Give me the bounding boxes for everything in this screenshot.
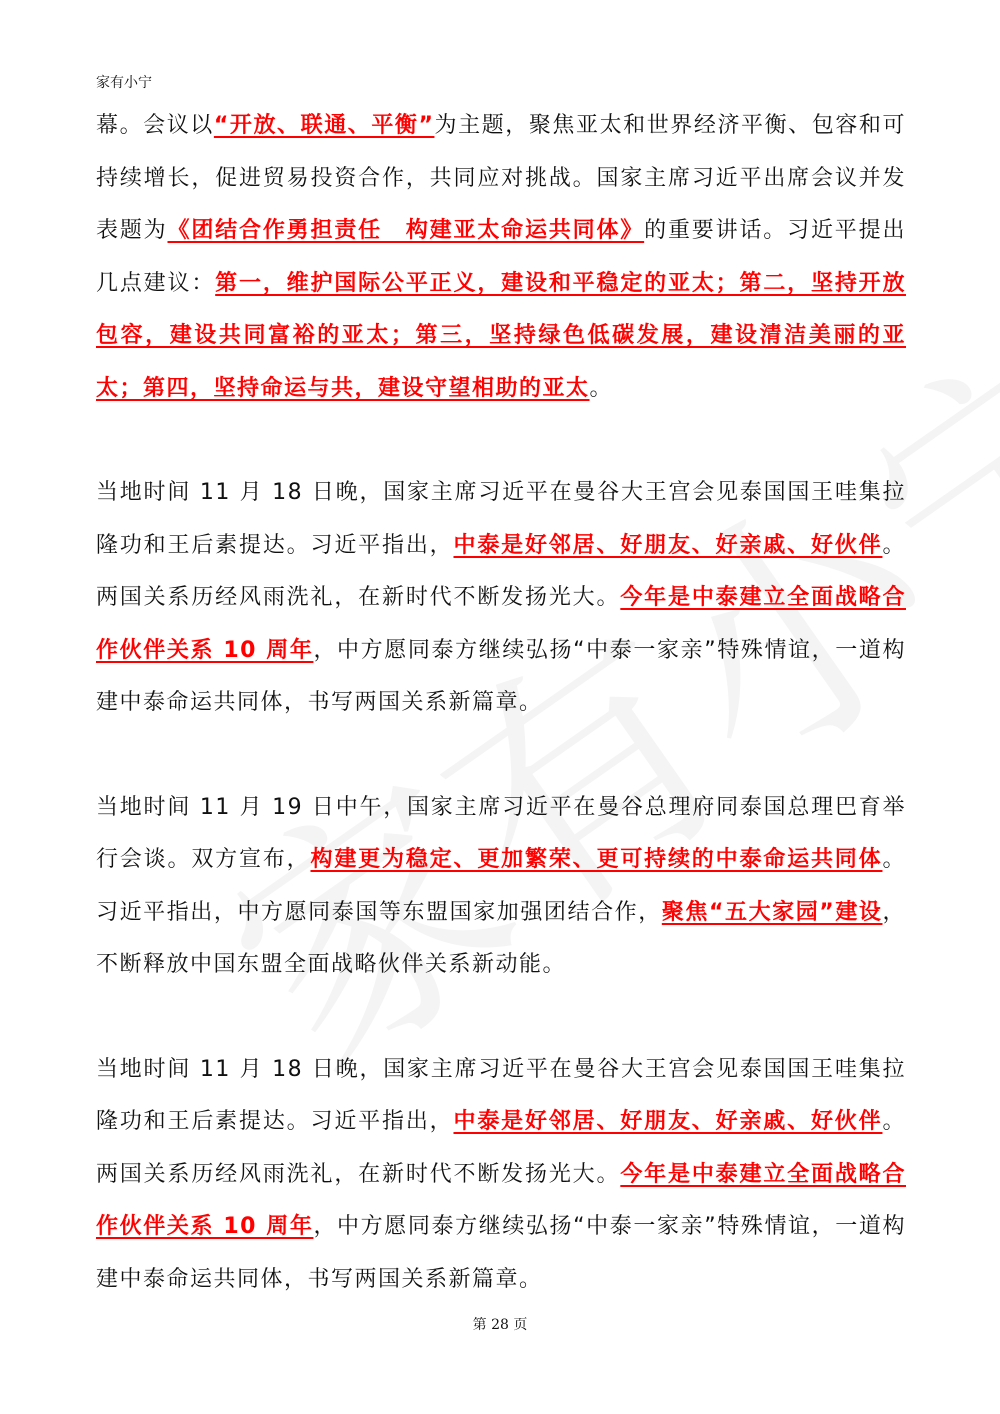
highlighted-text: 《团结合作勇担责任 构建亚太命运共同体》	[167, 218, 645, 243]
highlighted-text: 今年是中泰建立全面战略合作伙伴关系 10 周年	[96, 585, 906, 663]
body-text: 。两国关系历经风雨洗礼，在新时代不断发扬光大。	[96, 1109, 906, 1187]
document-body	[96, 100, 906, 1306]
body-text: 的重要讲话。习近平提出几点建议：	[96, 218, 906, 296]
highlighted-text: 第一，维护国际公平正义，建设和平稳定的亚太；第二，坚持开放包容，建设共同富裕的亚太；第三，坚持绿色低碳发展，建设清洁美丽的亚太；第四，坚持命运与共，建设守望相助的亚太	[96, 270, 906, 401]
paragraph-4	[96, 1044, 906, 1307]
highlighted-text: 聚焦“五大家园”建设	[661, 899, 883, 925]
paragraph-3	[96, 782, 906, 992]
body-text: 。两国关系历经风雨洗礼，在新时代不断发扬光大。	[96, 532, 906, 610]
body-text: 当地时间 11 月 19 日中午，国家主席习近平在曼谷总理府同泰国总理巴育举行会谈。双方宣布，	[96, 794, 906, 872]
highlighted-text: 构建更为稳定、更加繁荣、更可持续的中泰命运共同体	[310, 847, 883, 872]
body-text: 当地时间 11 月 18 日晚，国家主席习近平在曼谷大王宫会见泰国国王哇集拉隆功和王后素提达。习近平指出，	[96, 480, 906, 558]
highlighted-text: “开放、联通、平衡”	[213, 113, 435, 138]
highlighted-text: 中泰是好邻居、好朋友、好亲戚、好伙伴	[453, 532, 883, 558]
body-text: 。	[589, 375, 614, 401]
page-number: 第 28 页	[472, 1317, 528, 1333]
body-text: 为主题，聚焦亚太和世界经济平衡、包容和可持续增长，促进贸易投资合作，共同应对挑战。国家主席习近平出席会议并发表题为	[96, 113, 906, 243]
highlighted-text: 今年是中泰建立全面战略合作伙伴关系 10 周年	[96, 1161, 906, 1239]
body-text: 幕。会议以	[96, 113, 214, 138]
page-header: 家有小宁	[96, 75, 152, 91]
paragraph-2	[96, 467, 906, 730]
body-text: 。习近平指出，中方愿同泰国等东盟国家加强团结合作，	[96, 847, 906, 925]
body-text: ，不断释放中国东盟全面战略伙伴关系新动能。	[96, 899, 906, 977]
body-text: ，中方愿同泰方继续弘扬“中泰一家亲”特殊情谊，一道构建中泰命运共同体，书写两国关系新篇章。	[96, 1214, 907, 1292]
body-text: 当地时间 11 月 18 日晚，国家主席习近平在曼谷大王宫会见泰国国王哇集拉隆功和王后素提达。习近平指出，	[96, 1056, 906, 1134]
highlighted-text: 中泰是好邻居、好朋友、好亲戚、好伙伴	[453, 1109, 883, 1134]
paragraph-1	[96, 100, 906, 415]
body-text: ，中方愿同泰方继续弘扬“中泰一家亲”特殊情谊，一道构建中泰命运共同体，书写两国关系新篇章。	[96, 637, 907, 715]
